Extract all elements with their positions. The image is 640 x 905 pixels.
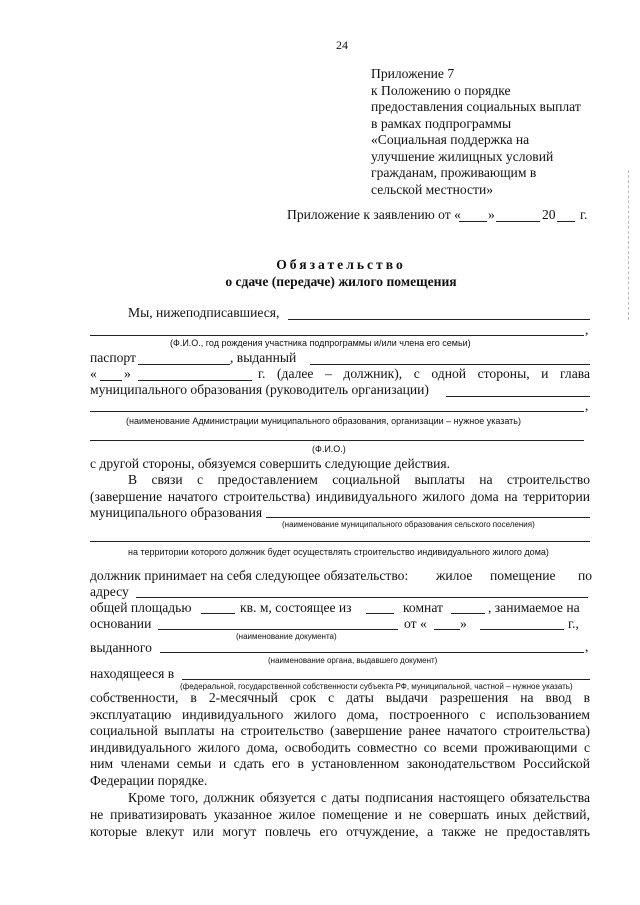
- para2-line-last: Федерации порядке.: [90, 772, 208, 788]
- passport-label: паспорт: [90, 350, 136, 365]
- appendix-line: Приложение 7: [371, 66, 455, 81]
- document-title: Обязательство: [276, 257, 406, 272]
- head-fio-field[interactable]: [90, 440, 584, 441]
- premises-word: помещение: [490, 568, 556, 583]
- g-label: г.,: [568, 616, 579, 631]
- passport-month-field[interactable]: [138, 380, 252, 381]
- rooms-extra-field[interactable]: [451, 613, 485, 614]
- appendix-line: в рамках подпрограммы: [371, 115, 512, 131]
- basis-label: основании: [90, 616, 152, 631]
- attachment-suffix: г.: [580, 207, 588, 222]
- organ-field[interactable]: [160, 652, 584, 653]
- appendix-block: [371, 66, 581, 198]
- appendix-line: сельской местности»: [371, 181, 494, 197]
- other-side-text: с другой стороны, обязуемся совершить следующие действия.: [90, 456, 451, 471]
- municipality-line: муниципального образования (руководитель организации): [90, 382, 429, 397]
- para2-line: социальной выплаты на строительство (завершение ранее начатого строительства): [90, 723, 590, 738]
- address-field[interactable]: [136, 597, 588, 598]
- fio-short-note: (Ф.И.О.): [312, 444, 346, 454]
- quote-close: »: [124, 366, 131, 381]
- address-label: адресу: [90, 584, 129, 599]
- quote-close-2: »: [460, 616, 467, 631]
- para1-line3: муниципального образования: [90, 505, 263, 520]
- para3-line3: которые влекут или могут повлечь его отчуждение, а также не предоставлять: [90, 824, 590, 839]
- basis-day-field[interactable]: [434, 629, 460, 630]
- comma: ,: [585, 322, 589, 337]
- para2-line: индивидуального жилого дома, освободить совместно со всеми проживающими с: [90, 739, 590, 755]
- para2: [90, 690, 590, 789]
- para3-line2: не приватизировать указанное жилое помещение и не совершать иных действий,: [90, 807, 590, 822]
- month-blank[interactable]: [496, 221, 540, 222]
- participant-name-field[interactable]: [288, 319, 590, 320]
- attachment-year: 20: [542, 207, 556, 222]
- year-blank[interactable]: [557, 221, 575, 222]
- basis-doc-field[interactable]: [158, 629, 398, 630]
- obligation-line: должник принимает на себя следующее обязательство:: [90, 568, 409, 583]
- attachment-prefix: Приложение к заявлению от «: [287, 207, 461, 222]
- attachment-quote: »: [488, 207, 495, 222]
- appendix-line: к Положению о порядке: [371, 82, 511, 98]
- participant-name-field-2[interactable]: [90, 335, 584, 336]
- comma-2: ,: [585, 398, 589, 413]
- admin-note: (наименование Администрации муниципального образования, организации – нужное указать): [126, 416, 521, 426]
- para3-line1: Кроме того, должник обязуется с даты подписания настоящего обязательства: [128, 790, 590, 805]
- page-number: 24: [336, 38, 348, 52]
- document-subtitle: о сдаче (передаче) жилого помещения: [225, 274, 457, 289]
- territory-field[interactable]: [90, 541, 590, 542]
- debtor-line: г. (далее – должник), с одной стороны, и глава: [258, 366, 590, 381]
- rooms-label: комнат: [403, 600, 443, 615]
- doc-note: (наименование документа): [236, 632, 337, 641]
- para2-line: собственности, в 2-месячный срок с даты выдачи разрешения на ввод в: [90, 690, 590, 705]
- fio-note: (Ф.И.О., год рождения участника подпрограммы и/или члена его семьи): [170, 338, 471, 348]
- dwelling-word: жилое: [436, 568, 473, 583]
- head-name-field[interactable]: [446, 396, 590, 397]
- ownership-field[interactable]: [182, 679, 590, 680]
- administration-field[interactable]: [90, 411, 584, 412]
- area-field[interactable]: [201, 613, 235, 614]
- settlement-field[interactable]: [266, 517, 590, 518]
- we-signed-text: Мы, нижеподписавшиеся,: [128, 305, 280, 320]
- at-word: по: [578, 568, 593, 583]
- para2-line: ним членами семьи и сдать его в установленном законодательством Российской: [90, 756, 590, 771]
- basis-date-field[interactable]: [480, 629, 564, 630]
- organ-note: (наименование органа, выдавшего документ): [268, 656, 438, 665]
- territory-note: на территории которого должник будет осуществлять строительство индивидуального жилого дома): [128, 547, 549, 557]
- para1-line1: В связи с предоставлением социальной выплаты на строительство: [128, 472, 590, 487]
- settlement-note: (наименование муниципального образования сельского поселения): [282, 520, 535, 529]
- appendix-line: «Социальная поддержка на: [371, 132, 530, 147]
- para2-line: эксплуатацию индивидуального жилого дома, построенного с использованием: [90, 706, 590, 722]
- issued2-label: выданного: [90, 640, 152, 655]
- scan-edge: [628, 170, 629, 320]
- passport-number-field[interactable]: [138, 364, 230, 365]
- sqm-label: кв. м, состоящее из: [240, 600, 352, 615]
- passport-issuer-field[interactable]: [310, 364, 590, 365]
- comma-3: ,: [585, 639, 589, 654]
- located-label: находящееся в: [90, 666, 175, 681]
- occupied-label: , занимаемое на: [488, 600, 580, 615]
- appendix-line: улучшение жилищных условий: [371, 148, 554, 164]
- appendix-line: гражданам, проживающим в: [371, 165, 537, 180]
- area-total-label: общей площадью: [90, 600, 192, 615]
- para1-line2: (завершение начатого строительства) индивидуального жилого дома на территории: [90, 489, 590, 504]
- issued-label: , выданный: [230, 350, 297, 365]
- ownership-note: (федеральной, государственной собственности субъекта РФ, муниципальной, частной – нужное указать): [180, 682, 573, 691]
- from-label: от «: [404, 616, 427, 631]
- appendix-line: предоставления социальных выплат: [371, 99, 581, 114]
- passport-day-field[interactable]: [100, 380, 122, 381]
- quote-open: «: [90, 366, 97, 381]
- day-blank[interactable]: [459, 221, 487, 222]
- rooms-count-field[interactable]: [366, 613, 394, 614]
